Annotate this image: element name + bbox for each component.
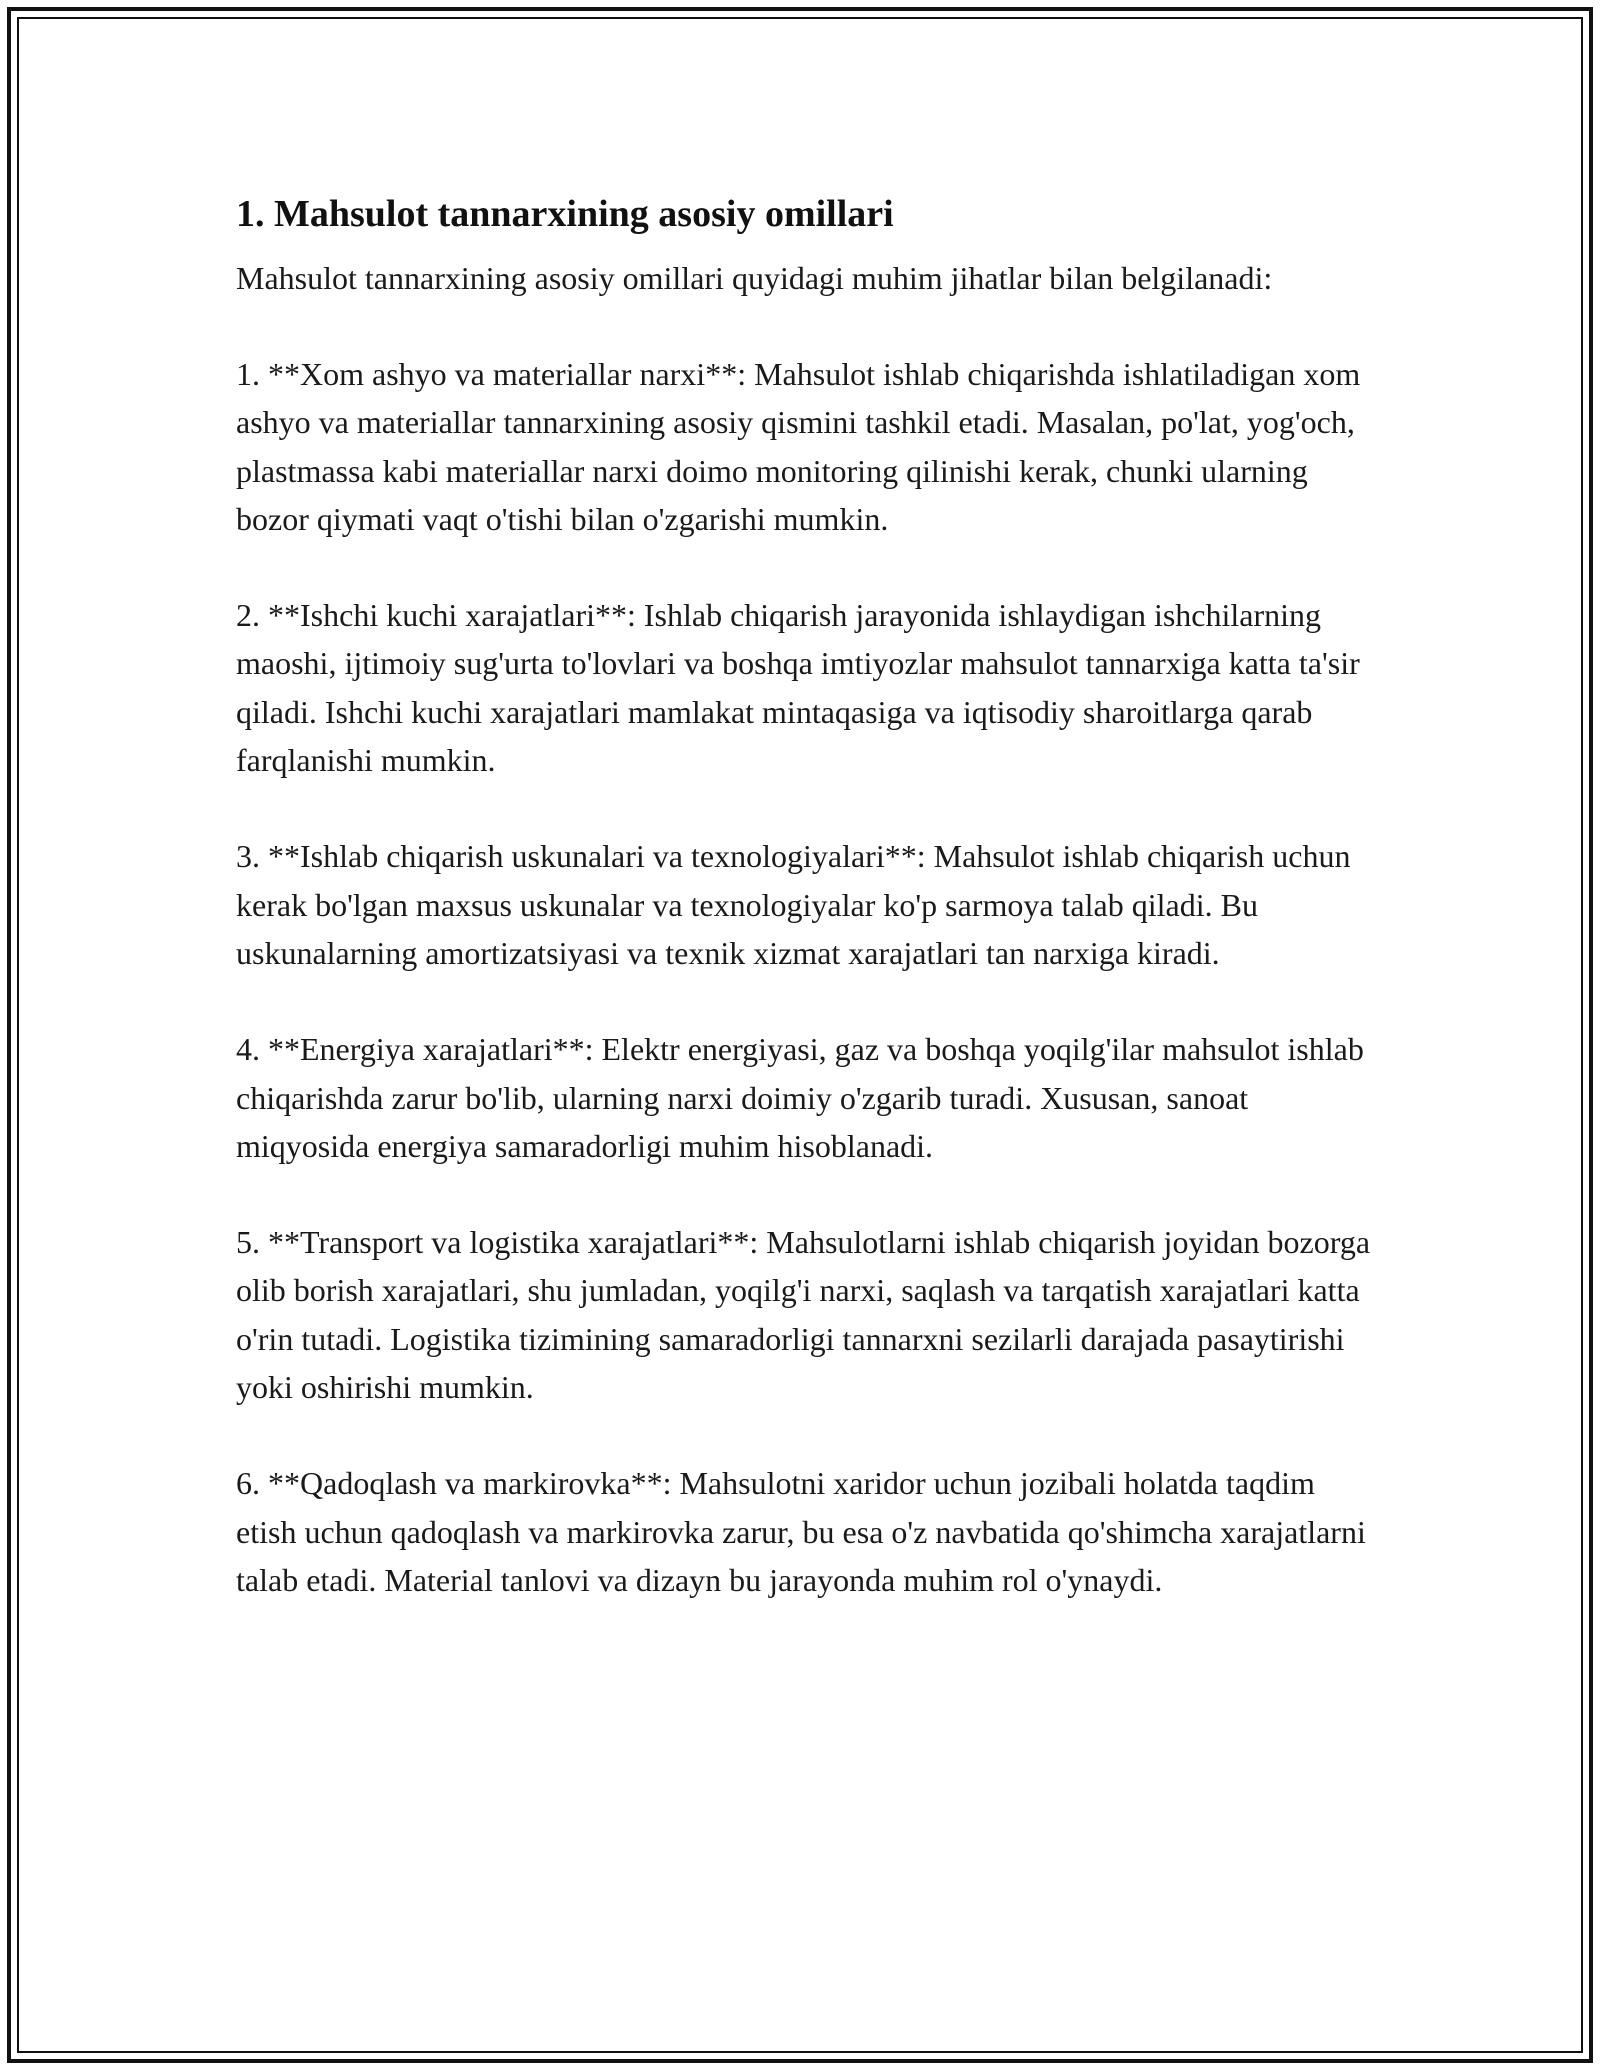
intro-paragraph: Mahsulot tannarxining asosiy omillari quyidagi muhim jihatlar bilan belgilanadi:: [236, 260, 1273, 296]
list-item: 1. **Xom ashyo va materiallar narxi**: Mahsulot ishlab chiqarishda ishlatiladigan xom ashyo va materiallar tannarxining asosiy qismini tashkil etadi. Masalan, po'lat, yog'och, plastmassa kabi materiallar narxi doimo monitoring qilinishi kerak, chunki ularning bozor qiymati vaqt o'tishi bilan o'zgarishi mumkin.: [236, 356, 1361, 537]
list-item: 2. **Ishchi kuchi xarajatlari**: Ishlab chiqarish jarayonida ishlaydigan ishchilarning maoshi, ijtimoiy sug'urta to'lovlari va boshqa imtiyozlar mahsulot tannarxiga katta ta'sir qiladi. Ishchi kuchi xarajatlari mamlakat mintaqasiga va iqtisodiy sharoitlarga qarab farqlanishi mumkin.: [236, 597, 1360, 779]
document-title: 1. Mahsulot tannarxining asosiy omillari: [236, 193, 894, 235]
document-body: [236, 186, 1376, 1604]
list-item: 3. **Ishlab chiqarish uskunalari va texnologiyalari**: Mahsulot ishlab chiqarish uchun kerak bo'lgan maxsus uskunalar va texnologiyalar ko'p sarmoya talab qiladi. Bu uskunalarning amortizatsiyasi va texnik xizmat xarajatlari tan narxiga kiradi.: [236, 838, 1351, 971]
list-item: 4. **Energiya xarajatlari**: Elektr energiyasi, gaz va boshqa yoqilg'ilar mahsulot ishlab chiqarishda zarur bo'lib, ularning narxi doimiy o'zgarib turadi. Xususan, sanoat miqyosida energiya samaradorligi muhim hisoblanadi.: [236, 1031, 1364, 1164]
list-item: 5. **Transport va logistika xarajatlari**: Mahsulotlarni ishlab chiqarish joyidan bozorga olib borish xarajatlari, shu jumladan, yoqilg'i narxi, saqlash va tarqatish xarajatlari katta o'rin tutadi. Logistika tizimining samaradorligi tannarxni sezilarli darajada pasaytirishi yoki oshirishi mumkin.: [236, 1224, 1371, 1406]
list-item: 6. **Qadoqlash va markirovka**: Mahsulotni xaridor uchun jozibali holatda taqdim etish uchun qadoqlash va markirovka zarur, bu esa o'z navbatida qo'shimcha xarajatlarni talab etadi. Material tanlovi va dizayn bu jarayonda muhim rol o'ynaydi.: [236, 1465, 1366, 1598]
